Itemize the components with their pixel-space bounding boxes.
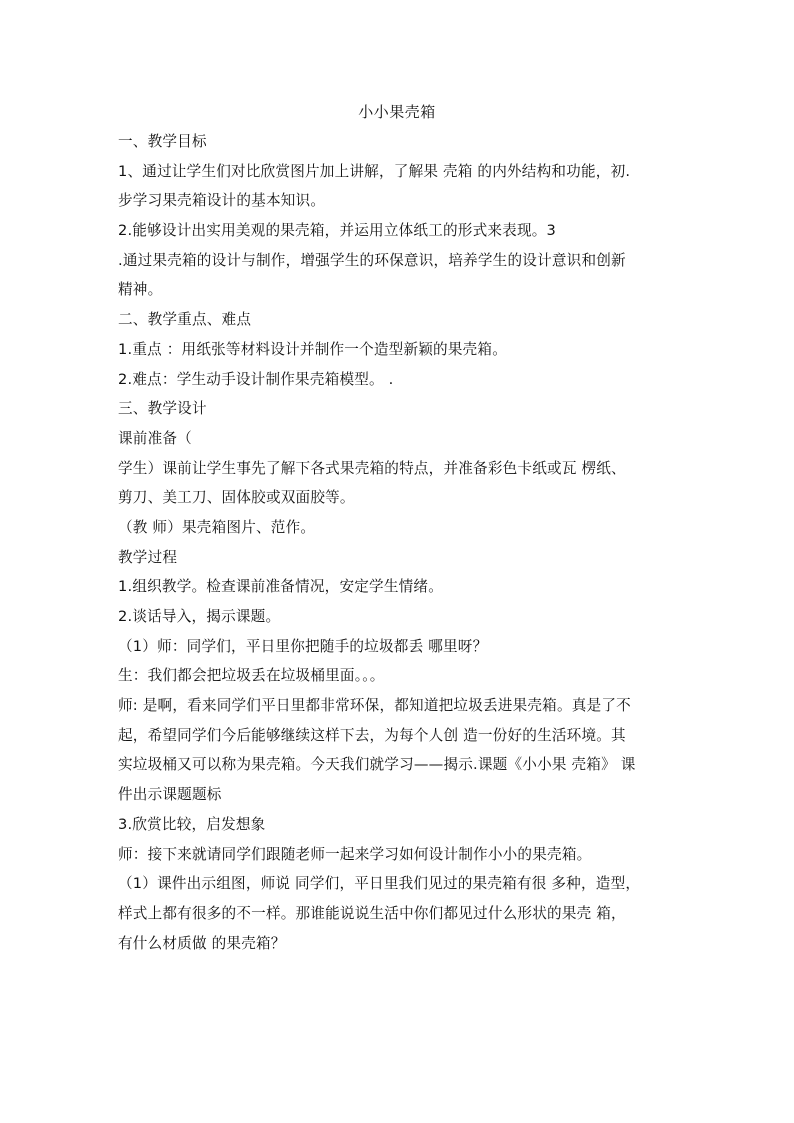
paragraph-line: 精神。 [118,281,163,299]
paragraph-line: 1.重点 ：用纸张等材料设计并制作一个造型新颖的果壳箱。 [118,340,508,358]
paragraph-line: 师: 是啊，看来同学们平日里都非常环保，都知道把垃圾丢进果壳箱。真是了不 [118,697,631,715]
paragraph-line: 2.谈话导入，揭示课题。 [118,608,281,625]
paragraph-line: 剪刀、美工刀、固体胶或双面胶等。 [118,489,355,507]
subheading-process: 教学过程 [118,548,178,566]
paragraph-line: 3.欣赏比较，启发想象 [118,815,266,833]
paragraph-line: 起，希望同学们今后能够继续这样下去，为每个人创 造一份好的生活环境。其 [118,726,626,744]
paragraph-line: 学生）课前让学生事先了解下各式果壳箱的特点，并准备彩色卡纸或瓦 楞纸、 [118,459,626,477]
section-heading-design: 三、教学设计 [118,400,207,418]
paragraph-line: （1）课件出示组图，师说 同学们，平日里我们见过的果壳箱有很 多种，造型， [118,875,641,893]
section-heading-objectives: 一、教学目标 [118,133,207,150]
paragraph-line: .通过果壳箱的设计与制作，增强学生的环保意识，培养学生的设计意识和创新 [118,251,626,269]
paragraph-line: （1）师：同学们，平日里你把随手的垃圾都丢 哪里呀？ [118,637,488,655]
section-heading-key-points: 二、教学重点、难点 [118,311,252,329]
paragraph-line: 样式上都有很多的不一样。那谁能说说生活中你们都见过什么形状的果壳 箱， [118,904,626,922]
paragraph-line: 1.组织教学。检查课前准备情况，安定学生情绪。 [118,578,443,596]
document-title: 小小果壳箱 [358,103,436,121]
paragraph-line: 有什么材质做 的果壳箱？ [118,934,286,952]
paragraph-line: 件出示课题题标 [118,786,222,804]
document-body [118,131,678,962]
paragraph-line: 实垃圾桶又可以称为果壳箱。今天我们就学习——揭示.课题《小小果 壳箱》 课 [118,756,636,774]
paragraph-line: （教 师）果壳箱图片、范作。 [118,518,316,536]
paragraph-line: 2.难点：学生动手设计制作果壳箱模型。 . [118,370,394,388]
paragraph-line: 师：接下来就请同学们跟随老师一起来学习如何设计制作小小的果壳箱。 [118,845,592,863]
paragraph-line: 生：我们都会把垃圾丢在垃圾桶里面。。。 [118,667,385,685]
paragraph-line: 1、通过让学生们对比欣赏图片加上讲解，了解果 壳箱 的内外结构和功能，初. [118,162,631,180]
paragraph-line: 2.能够设计出实用美观的果壳箱，并运用立体纸工的形式来表现。3 [118,222,557,240]
paragraph-line: 步学习果壳箱设计的基本知识。 [118,192,326,210]
paragraph-line: 课前准备（ [118,429,192,447]
